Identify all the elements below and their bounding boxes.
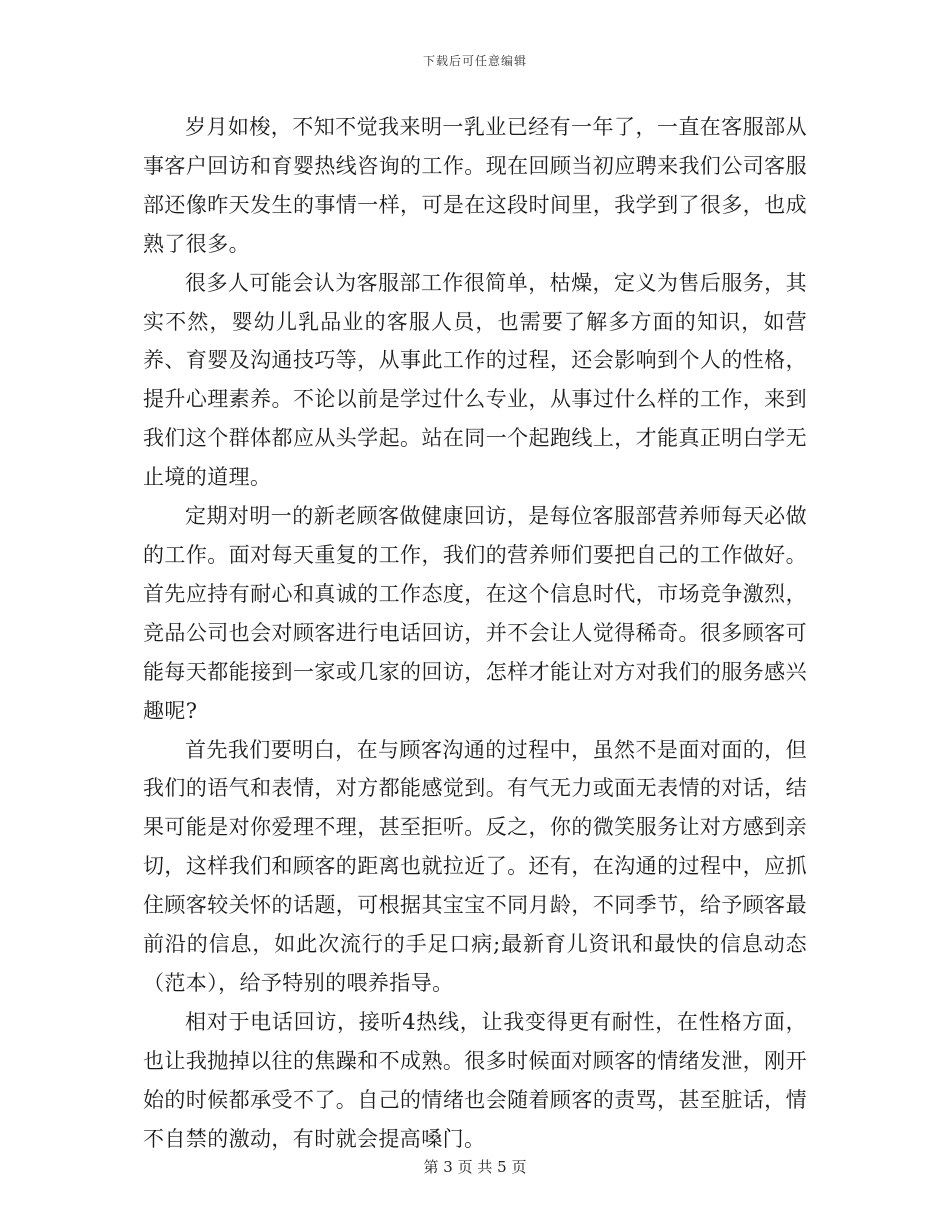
paragraph-2: 很多人可能会认为客服部工作很简单，枯燥，定义为售后服务，其实不然，婴幼儿乳品业的客服人员，也需要了解多方面的知识，如营养、育婴及沟通技巧等，从事此工作的过程，还会影响到个人的性格，提升心理素养。不论以前是学过什么专业，从事过什么样的工作，来到我们这个群体都应从头学起。站在同一个起跑线上，才能真正明白学无止境的道理。	[143, 270, 807, 490]
paragraph-3: 定期对明一的新老顾客做健康回访，是每位客服部营养师每天必做的工作。面对每天重复的工作，我们的营养师们要把自己的工作做好。首先应持有耐心和真诚的工作态度，在这个信息时代，市场竞争激烈，竞品公司也会对顾客进行电话回访，并不会让人觉得稀奇。很多顾客可能每天都能接到一家或几家的回访，怎样才能让对方对我们的服务感兴趣呢?	[143, 504, 807, 723]
document-body	[143, 108, 807, 1158]
paragraph-1: 岁月如梭，不知不觉我来明一乳业已经有一年了，一直在客服部从事客户回访和育婴热线咨询的工作。现在回顾当初应聘来我们公司客服部还像昨天发生的事情一样，可是在这段时间里，我学到了很多，也成熟了很多。	[143, 115, 807, 256]
paragraph-5: 相对于电话回访，接听4热线，让我变得更有耐性，在性格方面，也让我抛掉以往的焦躁和不成熟。很多时候面对顾客的情绪发泄，刚开始的时候都承受不了。自己的情绪也会随着顾客的责骂，甚至脏话，情不自禁的激动，有时就会提高嗓门。	[143, 1009, 807, 1151]
page-header: 下载后可任意编辑	[422, 54, 527, 68]
page-number: 第 3 页 共 5 页	[423, 1158, 527, 1176]
paragraph-4: 首先我们要明白，在与顾客沟通的过程中，虽然不是面对面的，但我们的语气和表情，对方都能感觉到。有气无力或面无表情的对话，结果可能是对你爱理不理，甚至拒听。反之，你的微笑服务让对方感到亲切，这样我们和顾客的距离也就拉近了。还有，在沟通的过程中，应抓住顾客较关怀的话题，可根据其宝宝不同月龄，不同季节，给予顾客最前沿的信息，如此次流行的手足口病;最新育儿资讯和最快的信息动态（范本），给予特别的喂养指导。	[143, 737, 807, 995]
